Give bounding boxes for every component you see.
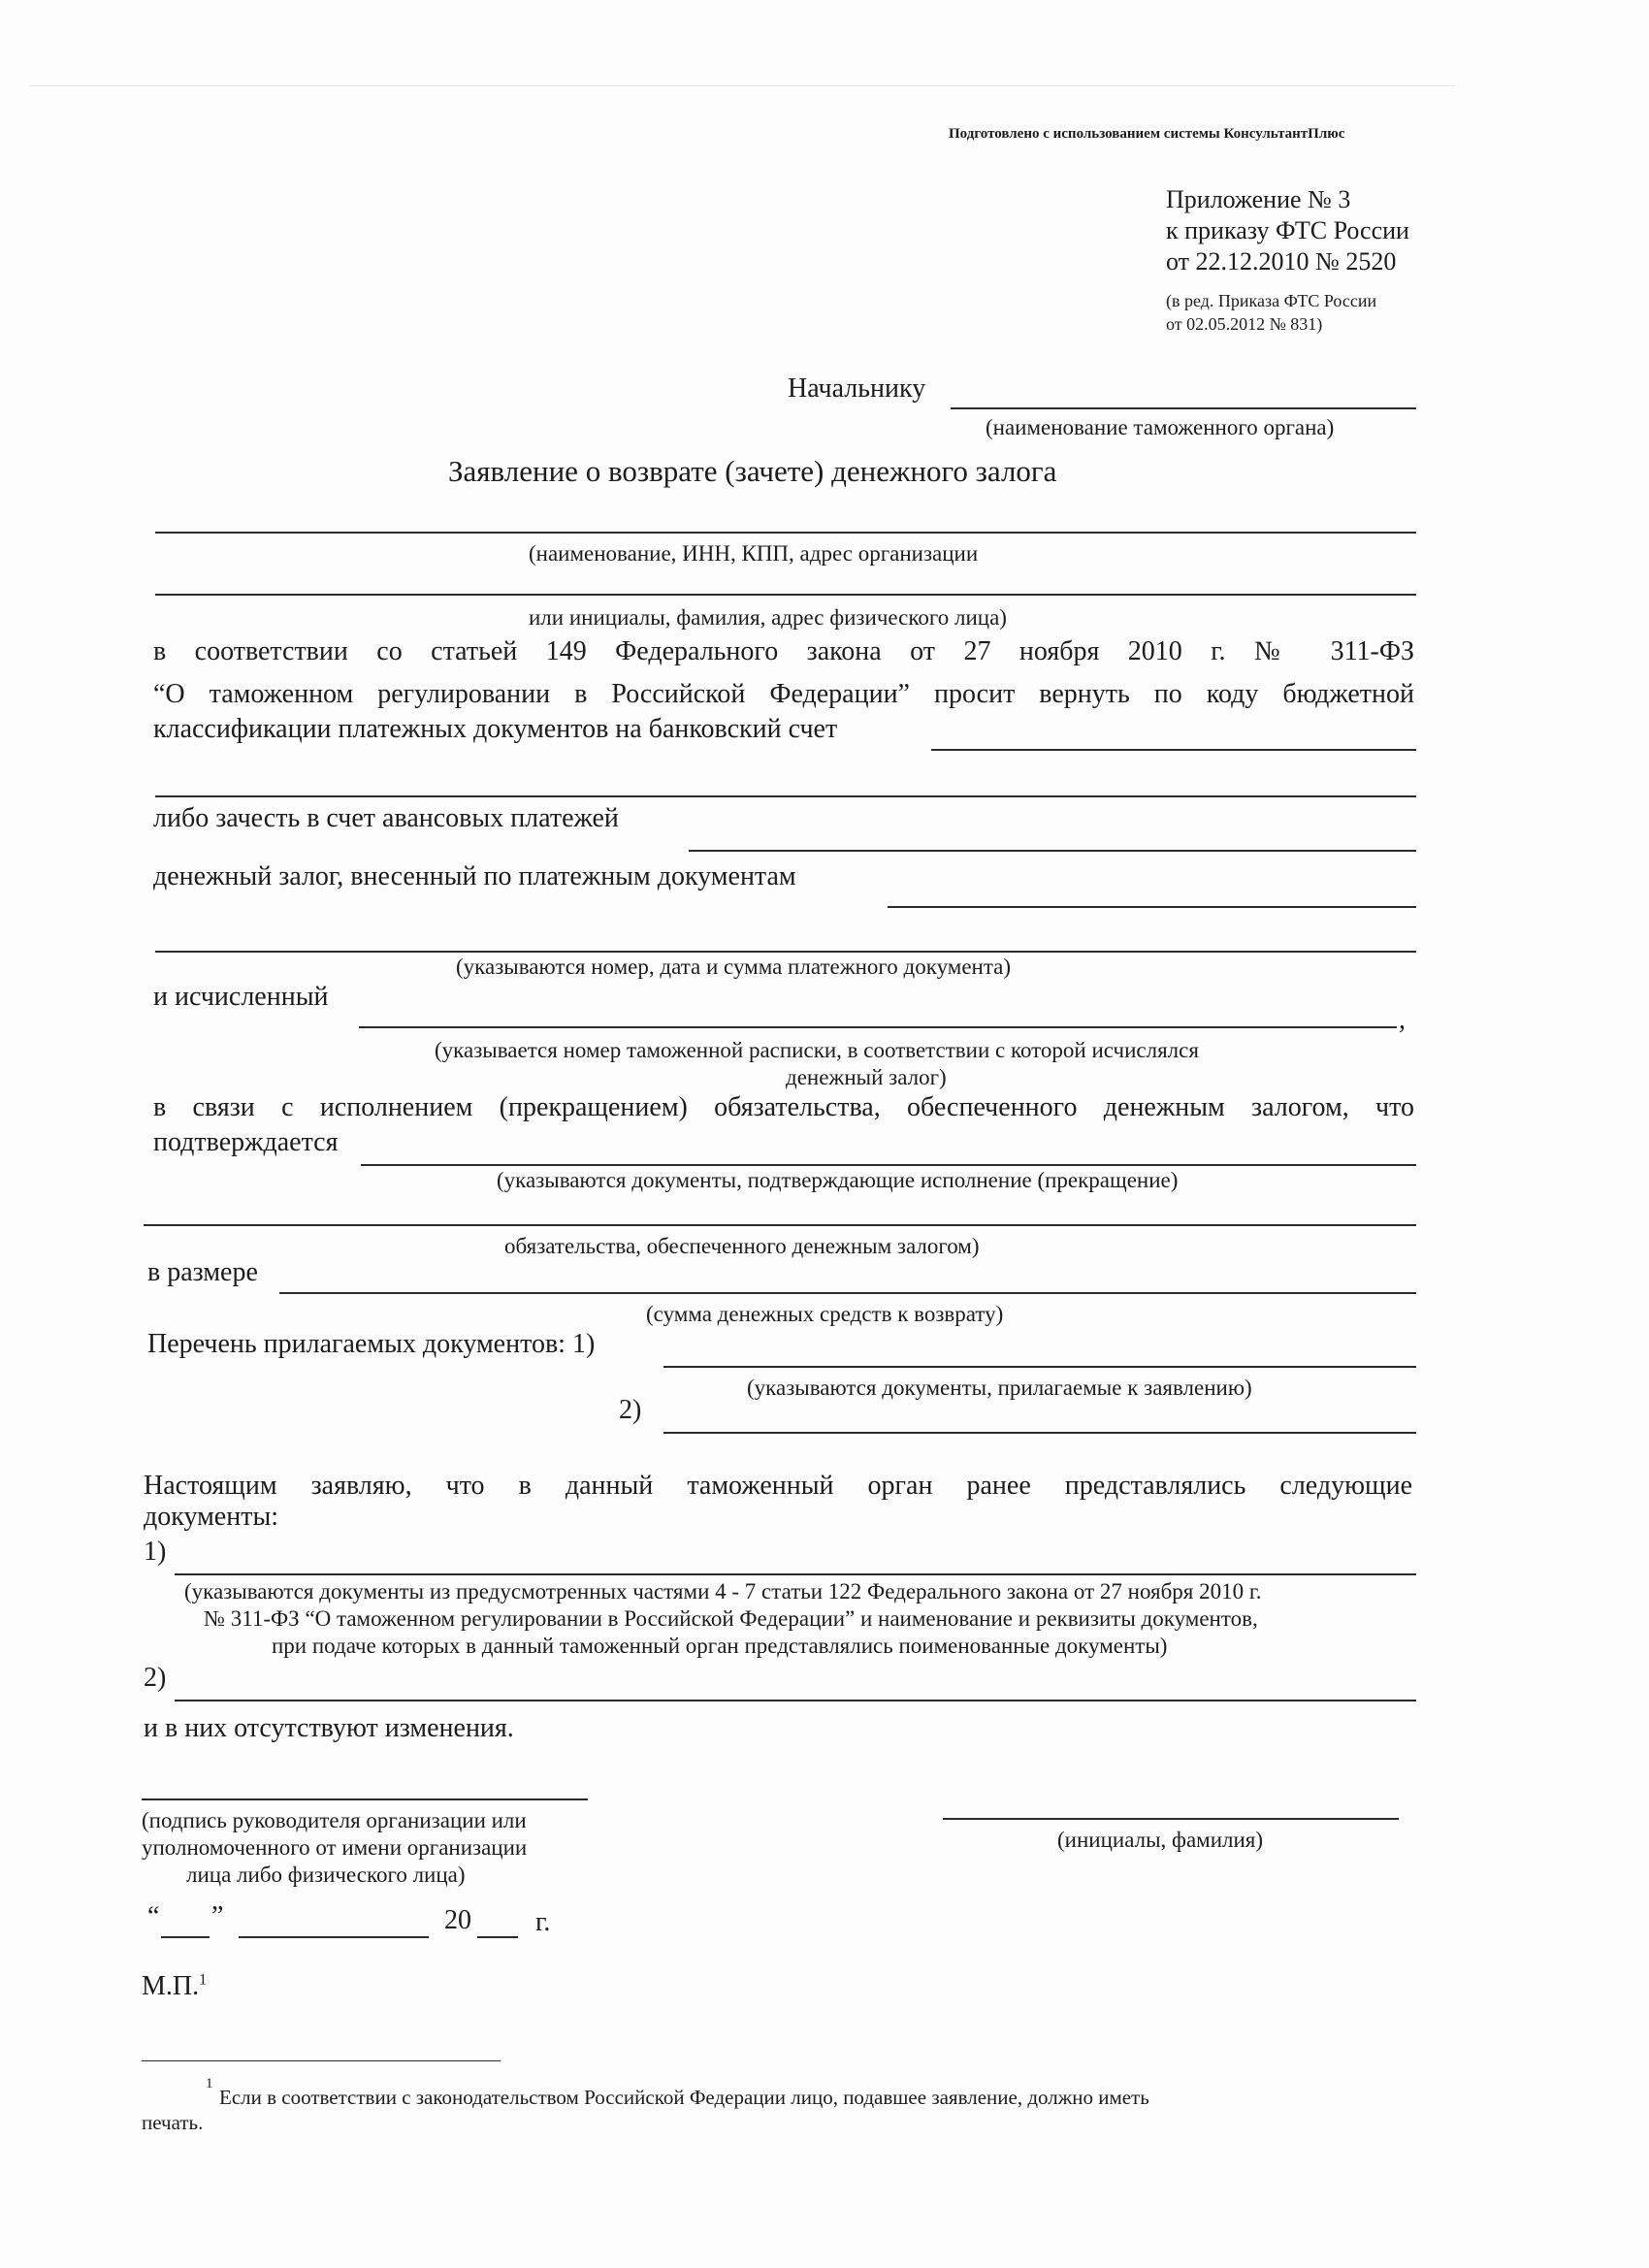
date-day-line[interactable] bbox=[161, 1936, 210, 1938]
signature-caption-2: уполномоченного от имени организации bbox=[142, 1835, 528, 1860]
exec-label: подтверждается bbox=[153, 1127, 339, 1157]
offset-line[interactable] bbox=[689, 850, 1416, 852]
amendment-line-1: (в ред. Приказа ФТС России bbox=[1166, 291, 1377, 310]
declare-caption-3: при подаче которых в данный таможенный орган представлялись поименованные документы) bbox=[272, 1634, 1168, 1658]
name-caption: (инициалы, фамилия) bbox=[1057, 1828, 1264, 1852]
exec-line[interactable] bbox=[361, 1164, 1416, 1166]
applicant-line-2[interactable] bbox=[155, 594, 1416, 596]
appendix-line-2: к приказу ФТС России bbox=[1166, 216, 1409, 244]
scan-edge bbox=[29, 85, 1455, 86]
amount-label: в размере bbox=[147, 1257, 258, 1287]
date-month-line[interactable] bbox=[239, 1936, 429, 1938]
footnote-text-1: Если в соответствии с законодательством Российской Федерации лицо, подавшее заявление, должно иметь bbox=[219, 2086, 1149, 2109]
name-line[interactable] bbox=[943, 1818, 1399, 1820]
docs-line-2[interactable] bbox=[663, 1432, 1416, 1434]
docs-item-2: 2) bbox=[619, 1395, 642, 1425]
appendix-line-1: Приложение № 3 bbox=[1166, 185, 1351, 213]
bank-account-line-2[interactable] bbox=[155, 795, 1416, 797]
signature-caption-3: лица либо физического лица) bbox=[186, 1863, 466, 1887]
docs-line-1[interactable] bbox=[663, 1366, 1416, 1368]
declare-caption-1: (указываются документы из предусмотренных частями 4 - 7 статьи 122 Федерального закона от 27 ноября 2010 г. bbox=[184, 1579, 1262, 1604]
calc-caption-2: денежный залог) bbox=[786, 1065, 947, 1089]
date-open-quote: “ bbox=[147, 1901, 160, 1931]
declare-item-1: 1) bbox=[144, 1537, 167, 1567]
deposit-label: денежный залог, внесенный по платежным документам bbox=[153, 861, 796, 891]
applicant-caption-1: (наименование, ИНН, КПП, адрес организации bbox=[529, 541, 979, 566]
document-title: Заявление о возврате (зачете) денежного залога bbox=[448, 454, 1057, 488]
declare-caption-2: № 311-ФЗ “О таможенном регулировании в Российской Федерации” и наименование и реквизиты документов, bbox=[204, 1606, 1258, 1631]
exec-line-1: в связи с исполнением (прекращением) обязательства, обеспеченного денежным залогом, что bbox=[153, 1092, 1414, 1122]
amendment-line-2: от 02.05.2012 № 831) bbox=[1166, 314, 1323, 334]
appendix-line-3: от 22.12.2010 № 2520 bbox=[1166, 247, 1397, 275]
exec-caption-2: обязательства, обеспеченного денежным залогом) bbox=[504, 1234, 980, 1258]
year-suffix: г. bbox=[535, 1907, 551, 1937]
deposit-line-2[interactable] bbox=[155, 951, 1416, 953]
offset-label: либо зачесть в счет авансовых платежей bbox=[153, 803, 619, 833]
addressee-label: Начальнику bbox=[788, 373, 926, 404]
year-prefix: 20 bbox=[444, 1905, 471, 1935]
no-changes: и в них отсутствуют изменения. bbox=[144, 1713, 514, 1743]
consultant-note: Подготовлено с использованием системы КонсультантПлюс bbox=[949, 126, 1345, 142]
footnote-mark: 1 bbox=[206, 2076, 213, 2091]
calc-comma: , bbox=[1399, 1005, 1406, 1035]
declare-line-item-1[interactable] bbox=[175, 1573, 1416, 1575]
para1-line-1: в соответствии со статьей 149 Федерального закона от 27 ноября 2010 г. № 311-ФЗ bbox=[153, 636, 1414, 666]
para1-line-2: “О таможенном регулировании в Российской Федерации” просит вернуть по коду бюджетной bbox=[153, 679, 1414, 709]
applicant-caption-2: или инициалы, фамилия, адрес физического лица) bbox=[529, 605, 1007, 630]
declare-line-1: Настоящим заявляю, что в данный таможенный орган ранее представлялись следующие bbox=[144, 1471, 1412, 1501]
declare-item-2: 2) bbox=[144, 1663, 167, 1693]
amount-line[interactable] bbox=[279, 1292, 1416, 1294]
date-year-line[interactable] bbox=[477, 1936, 518, 1938]
footnote-text-2: печать. bbox=[142, 2111, 204, 2134]
signature-line[interactable] bbox=[142, 1798, 588, 1800]
addressee-line[interactable] bbox=[951, 407, 1416, 409]
declare-line-2: документы: bbox=[144, 1502, 279, 1532]
calc-caption-1: (указывается номер таможенной расписки, в соответствии с которой исчислялся bbox=[435, 1038, 1199, 1062]
deposit-caption: (указываются номер, дата и сумма платежного документа) bbox=[456, 955, 1012, 979]
deposit-line[interactable] bbox=[888, 906, 1416, 908]
footnote-separator bbox=[142, 2060, 501, 2061]
calc-label: и исчисленный bbox=[153, 982, 329, 1012]
exec-caption-1: (указываются документы, подтверждающие исполнение (прекращение) bbox=[497, 1168, 1179, 1192]
addressee-caption: (наименование таможенного органа) bbox=[986, 415, 1335, 439]
docs-label: Перечень прилагаемых документов: 1) bbox=[147, 1329, 596, 1359]
stamp-label: М.П.$^1$ bbox=[142, 1971, 208, 2001]
calc-line[interactable] bbox=[359, 1026, 1397, 1028]
exec-line-2[interactable] bbox=[144, 1224, 1416, 1226]
applicant-line-1[interactable] bbox=[155, 532, 1416, 534]
stamp-footnote-mark: 1 bbox=[199, 1971, 208, 1989]
para1-line-3: классификации платежных документов на банковский счет bbox=[153, 714, 838, 744]
declare-line-item-2[interactable] bbox=[175, 1700, 1416, 1701]
docs-caption: (указываются документы, прилагаемые к заявлению) bbox=[747, 1376, 1252, 1400]
amount-caption: (сумма денежных средств к возврату) bbox=[646, 1302, 1004, 1326]
date-close-quote: ” bbox=[211, 1901, 224, 1931]
bank-account-line[interactable] bbox=[931, 749, 1416, 751]
signature-caption-1: (подпись руководителя организации или bbox=[142, 1808, 527, 1832]
